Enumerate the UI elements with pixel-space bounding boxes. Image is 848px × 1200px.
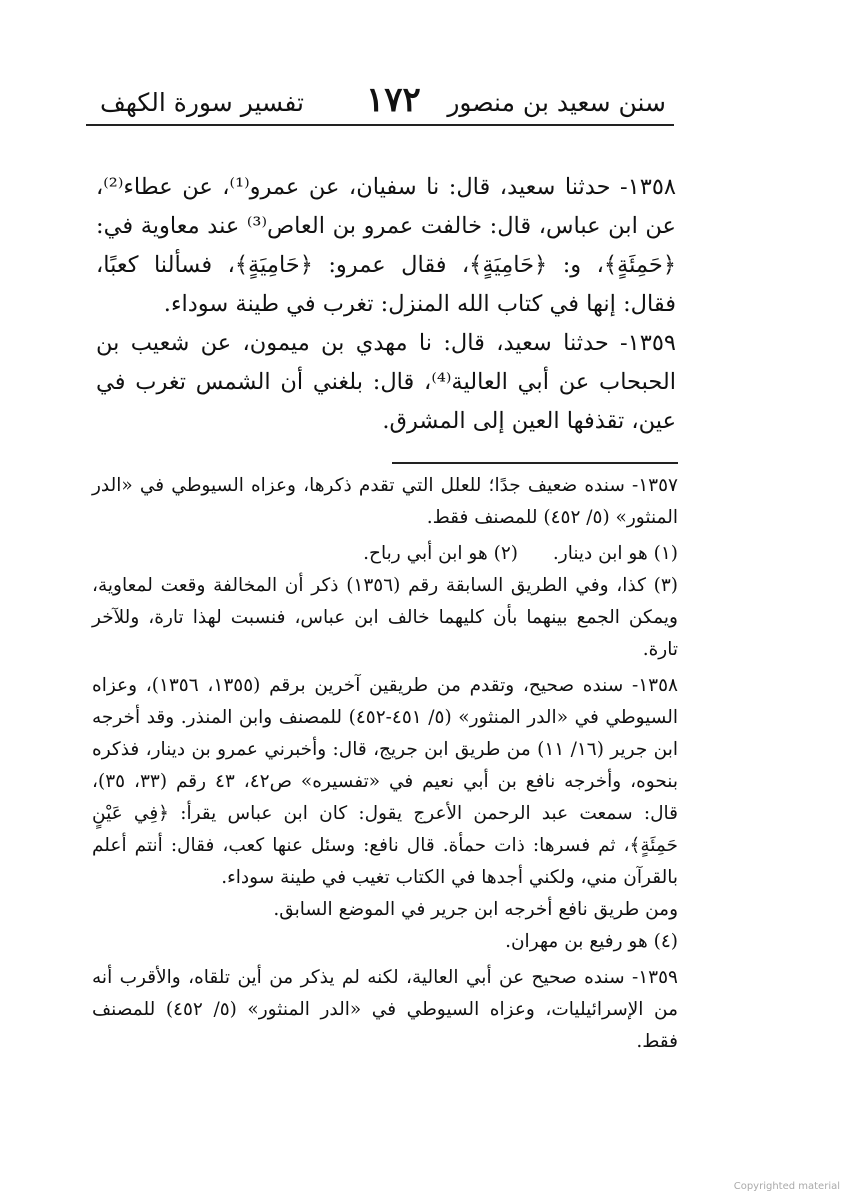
hadith-1358: ١٣٥٨- حدثنا سعيد، قال: نا سفيان، عن عمرو⁽¹⁾، عن عطاء⁽²⁾، عن ابن عباس، قال: خالفت عمرو بن العاص⁽³⁾ عند معاوية في: ﴿حَمِئَةٍ﴾، و: ﴿حَامِيَةٍ﴾، فقال عمرو: ﴿حَامِيَةٍ﴾، فسألنا كعبًا، فقال: إنها في كتاب الله المنزل: تغرب في طينة سوداء. [96,174,676,317]
footnote-3: (٣) كذا، وفي الطريق السابقة رقم (١٣٥٦) ذكر أن المخالفة وقعت لمعاوية، ويمكن الجمع بينهما بأن كليهما خالف ابن عباس، فنسبت لهذا تارة، وللآخر تارة. [92,575,678,660]
footnote-2: (٢) هو ابن أبي رباح. [363,543,518,564]
footnote-separator [392,462,678,464]
note-1358: ١٣٥٨- سنده صحيح، وتقدم من طريقين آخرين برقم (١٣٥٥، ١٣٥٦)، وعزاه السيوطي في «الدر المنثور» (٥/ ٤٥١-٤٥٢) للمصنف وابن المنذر. وقد أخرجه ابن جرير (١٦/ ١١) من طريق ابن جريج، قال: وأخبرني عمرو بن دينار، فذكره بنحوه، وأخرجه نافع بن أبي نعيم في «تفسيره» ص٤٢، ٤٣ رقم (٣٣، ٣٥)، قال: سمعت عبد الرحمن الأعرج يقول: كان ابن عباس يقرأ: ﴿فِي عَيْنٍ حَمِئَةٍ﴾، ثم فسرها: ذات حمأة. قال نافع: وسئل عنها كعب، فقال: أنتم أعلم بالقرآن مني، ولكني أجدها في الكتاب تغيب في طينة سوداء. [92,675,679,888]
note-1359: ١٣٥٩- سنده صحيح عن أبي العالية، لكنه لم يذكر من أين تلقاه، والأقرب أنه من الإسرائيليات، وعزاه السيوطي في «الدر المنثور» (٥/ ٤٥٢) للمصنف فقط. [92,967,678,1052]
main-text [96,168,676,441]
footnote-pair-1-2 [92,538,678,570]
page-number: ١٧٢ [366,80,421,120]
footnote-1: (١) هو ابن دينار. [552,543,678,564]
note-1358-continuation: ومن طريق نافع أخرجه ابن جرير في الموضع السابق. [273,899,678,920]
hadith-1359: ١٣٥٩- حدثنا سعيد، قال: نا مهدي بن ميمون، عن شعيب بن الحبحاب عن أبي العالية⁽⁴⁾، قال: بلغني أن الشمس تغرب في عين، تقذفها العين إلى المشرق. [96,330,676,434]
book-title: سنن سعيد بن منصور [447,88,666,117]
surah-title: تفسير سورة الكهف [100,88,304,117]
header-rule [86,124,674,126]
note-1357: ١٣٥٧- سنده ضعيف جدًا؛ للعلل التي تقدم ذكرها، وعزاه السيوطي في «الدر المنثور» (٥/ ٤٥٢) للمصنف فقط. [92,475,678,528]
footnotes [92,470,678,1058]
running-header [86,80,674,124]
copyright-watermark: Copyrighted material [733,1181,840,1192]
footnote-4: (٤) هو رفيع بن مهران. [505,931,678,952]
